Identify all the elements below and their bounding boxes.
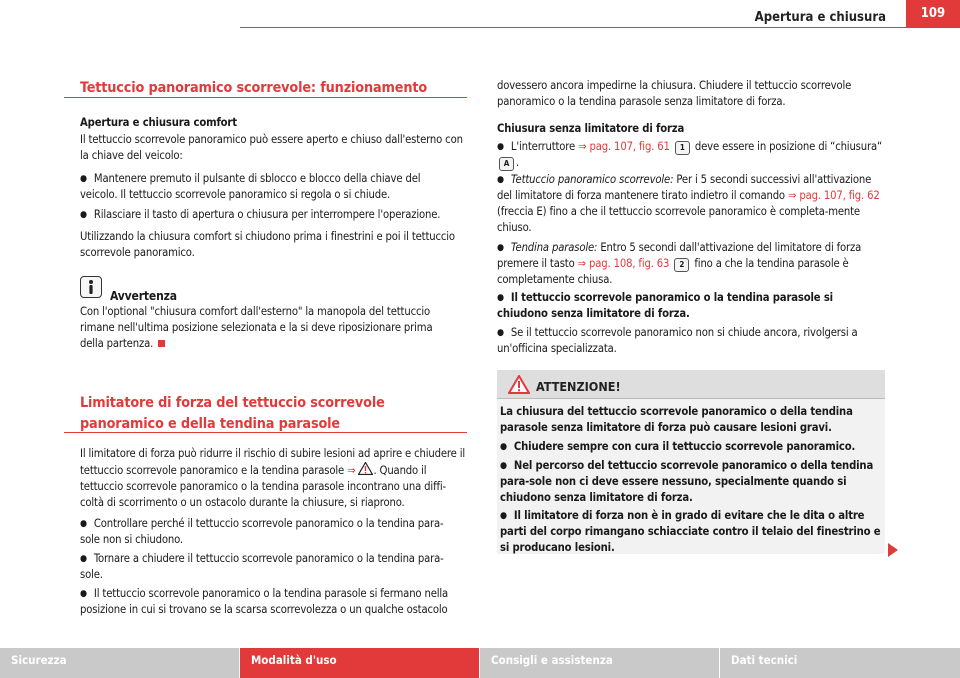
- bullet-text: Il tettuccio scorrevole panoramico o la tendina parasole si fermano nella posizione in cui si trovano se la scarsa scorrevolezza o un qualche ostacolo: [80, 587, 449, 616]
- bullet-check-closing: [80, 516, 462, 548]
- page-ref-link[interactable]: ⇒ pag. 108, fig. 63: [577, 257, 670, 270]
- bullet-sunshade-procedure: [497, 240, 885, 288]
- footer-tab-consigli-assistenza[interactable]: [480, 648, 719, 678]
- bullet-text: L'interruttore: [510, 140, 576, 153]
- footer-tab-label: Sicurezza: [11, 653, 67, 667]
- page-ref-link[interactable]: ⇒ pag. 107, fig. 61: [578, 140, 670, 153]
- bullet-hold-button: [80, 171, 460, 203]
- bullet-text: Il tettuccio scorrevole panoramico o la tendina parasole si chiudono senza limitatore di forza.: [497, 291, 833, 320]
- bullet-text: deve essere in posizione di “chiusura“: [694, 140, 883, 153]
- bullet-contact-workshop: [497, 325, 881, 357]
- bullet-text: Entro 5 secondi dall'attivazione del limitatore di forza premere il tasto: [497, 241, 862, 270]
- bullet-text: Chiudere sempre con cura il tettuccio scorrevole panoramico.: [513, 440, 856, 453]
- warning-title: ATTENZIONE!: [536, 379, 621, 394]
- inline-warning-icon: [358, 464, 373, 477]
- bullet-text: (freccia E) fino a che il tettuccio scorrevole panoramico è completa-mente chiuso.: [497, 205, 860, 234]
- section-heading-panoramic-roof: Tettuccio panoramico scorrevole: funzionamento: [80, 80, 428, 96]
- bullet-text: Rilasciare il tasto di apertura o chiusura per interrompere l'operazione.: [93, 208, 441, 221]
- heading-rule-1: [64, 97, 467, 98]
- figure-callout-badge: 1: [675, 141, 690, 155]
- footer-tab-dati-tecnici[interactable]: [720, 648, 960, 678]
- bullet-text: Controllare perché il tettuccio scorrevole panoramico o la tendina para-sole non si chiudono.: [80, 517, 444, 546]
- warning-bullet: [500, 458, 884, 506]
- bullet-closes-without-limiter: [497, 290, 881, 322]
- paragraph-comfort-note: Utilizzando la chiusura comfort si chiudono prima i finestrini e poi il tettuccio scorrevole panoramico.: [80, 230, 455, 259]
- page-ref-link[interactable]: ⇒ pag. 107, fig. 62: [788, 189, 880, 202]
- bullet-text: fino a che la tendina parasole è completamente chiusa.: [497, 257, 849, 286]
- paragraph-text: . Quando il tettuccio scorrevole panoramico o la tendina parasole incontrano una diffi-coltà di scorrimento o un ostacolo durante la chiusure, si riaprono.: [80, 464, 446, 509]
- paragraph-force-limiter: [80, 446, 466, 511]
- warning-paragraph: La chiusura del tettuccio scorrevole panoramico o della tendina parasole senza limitatore di forza può causare lesioni gravi.: [500, 405, 853, 434]
- bullet-close-again: [80, 551, 462, 583]
- warning-bullet: [500, 508, 884, 556]
- section-heading-force-limiter: Limitatore di forza del tettuccio scorrevole panoramico e della tendina parasole: [80, 395, 385, 432]
- paragraph-continued: dovessero ancora impedirne la chiusura. Chiudere il tettuccio scorrevole panoramico o la tendina parasole senza limitatore di forza.: [497, 79, 852, 108]
- footer-tab-label: Consigli e assistenza: [491, 653, 613, 667]
- bullet-roof-procedure: [497, 172, 885, 236]
- note-title: Avvertenza: [110, 289, 177, 303]
- bullet-text: Per i 5 secondi successivi all'attivazione del limitatore di forza mantenere tirato indietro il comando: [497, 173, 872, 202]
- end-of-section-marker: [158, 340, 165, 347]
- bullet-text: Il limitatore di forza non è in grado di evitare che le dita o altre parti del corpo rimangano schiacciate contro il telaio del finestrino e si producano lesioni.: [500, 509, 881, 554]
- bullet-text: Se il tettuccio scorrevole panoramico non si chiude ancora, rivolgersi a un'officina specializzata.: [497, 326, 858, 355]
- paragraph-comfort-intro: Il tettuccio scorrevole panoramico può essere aperto e chiuso dall'esterno con la chiave del veicolo:: [80, 133, 463, 162]
- warning-triangle-icon: [508, 375, 530, 398]
- warning-header-rule: [497, 398, 885, 399]
- footer-tab-modalita-uso[interactable]: [240, 648, 479, 678]
- page-number: 109: [920, 6, 946, 21]
- header-rule: [240, 27, 906, 28]
- figure-callout-badge: 2: [674, 258, 689, 272]
- bullet-text: Nel percorso del tettuccio scorrevole panoramico o della tendina para-sole non ci deve essere nessuno, specialmente quando si chiudono senza limitatore di forza.: [500, 459, 874, 504]
- figure-callout-badge: A: [499, 157, 514, 171]
- bullet-release-button: [80, 207, 476, 223]
- note-text: [80, 304, 450, 352]
- bullet-text: Tornare a chiudere il tettuccio scorrevole panoramico o la tendina para-sole.: [80, 552, 444, 581]
- warning-bullet: [500, 439, 882, 455]
- footer-tab-sicurezza[interactable]: [0, 648, 239, 678]
- note-text-body: Con l'optional "chiusura comfort dall'esterno" la manopola del tettuccio rimane nell'ultima posizione selezionata e la si deve riposizionare prima della partenza.: [80, 305, 433, 350]
- page-header-title: Apertura e chiusura: [754, 10, 886, 25]
- bullet-switch-position: ● L'interruttore ⇒ pag. 107, fig. 61 1 deve essere in posizione di “chiusura“A .: [497, 139, 887, 171]
- bullet-stop-position: [80, 586, 466, 618]
- bullet-label: Tendina parasole:: [510, 241, 598, 254]
- subheading-no-limiter: Chiusura senza limitatore di forza: [497, 122, 685, 135]
- subheading-comfort: Apertura e chiusura comfort: [80, 116, 237, 129]
- bullet-text: Mantenere premuto il pulsante di sblocco e blocco della chiave del veicolo. Il tettuccio scorrevole panoramico si regola o si chiude.: [80, 172, 421, 201]
- bullet-label: Tettuccio panoramico scorrevole:: [510, 173, 674, 186]
- note-info-icon: [80, 276, 102, 298]
- continue-arrow-icon[interactable]: [888, 543, 898, 557]
- footer-tab-label: Modalità d'uso: [251, 653, 337, 667]
- paragraph-text: Il limitatore di forza può ridurre il rischio di subire lesioni ad aprire e chiudere il tettuccio scorrevole panoramico e la tendina parasole: [80, 447, 466, 477]
- heading-rule-2: [64, 432, 467, 433]
- warning-ref-arrow[interactable]: ⇒: [347, 464, 356, 477]
- footer-tab-label: Dati tecnici: [731, 653, 798, 667]
